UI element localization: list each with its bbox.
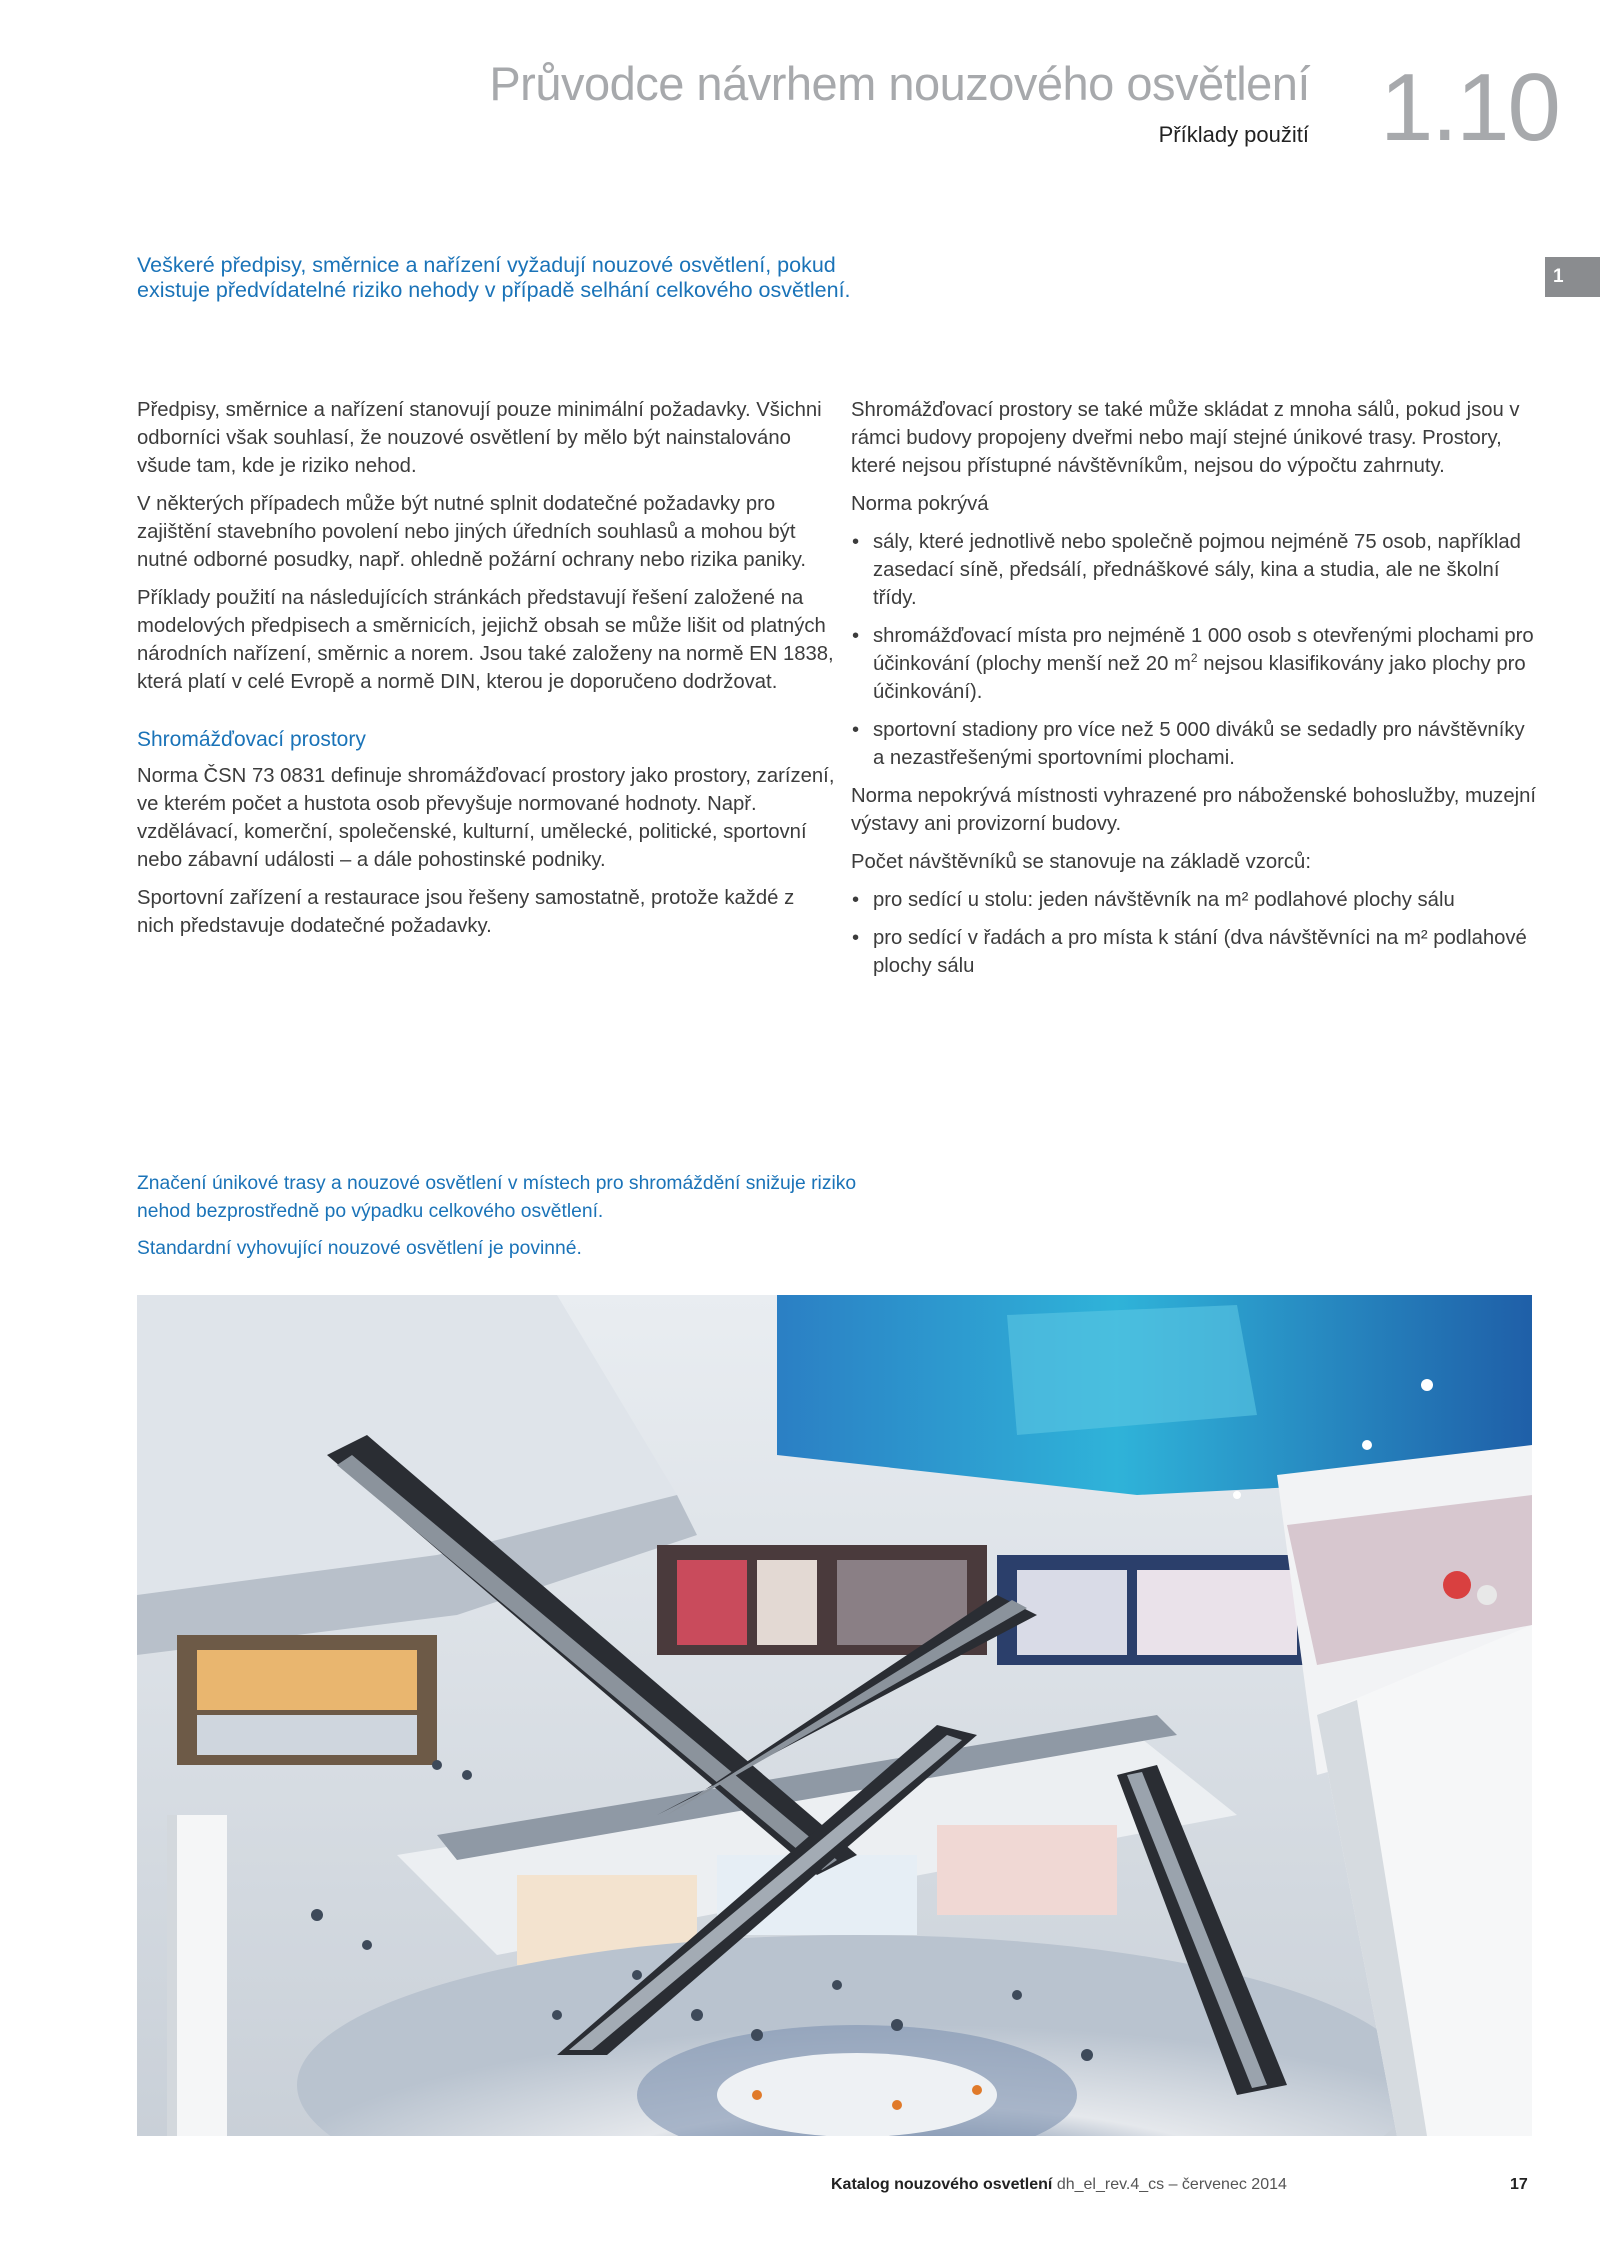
list-item-text: pro sedící v řadách a pro místa k stání (dva návštěvníci na m² podlahové plochy sálu (873, 927, 1527, 977)
document-title: Průvodce návrhem nouzového osvětlení (489, 57, 1310, 110)
list-item (851, 886, 1541, 914)
footer-catalog: Katalog nouzového osvetlení (831, 2176, 1053, 2193)
chapter-tab: 1 (1545, 257, 1600, 297)
superscript: 2 (1190, 651, 1198, 666)
list-item-text: pro sedící u stolu: jeden návštěvník na m² podlahové plochy sálu (873, 889, 1455, 911)
bullet-icon: • (852, 889, 860, 911)
formula-list (851, 886, 1541, 980)
mall-atrium-photo (137, 1295, 1532, 2136)
left-paragraph-1: Předpisy, směrnice a nařízení stanovují pouze minimální požadavky. Všichni odborníci však souhlasí, že nouzové osvětlení by mělo být nainstalováno všude tam, kde je riziko nehod. (137, 399, 822, 477)
left-paragraph-2: V některých případech může být nutné splnit dodatečné požadavky pro zajištění stavebního povolení nebo jiných úředních souhlasů a mohou být nutné odborné posudky, např. ohledně požární ochrany nebo rizika paniky. (137, 493, 806, 571)
list-item (851, 716, 1541, 772)
right-paragraph-1: Shromážďovací prostory se také může skládat z mnoha sálů, pokud jsou v rámci budovy propojeny dveřmi nebo mají stejné únikové trasy. Prostory, které nejsou přístupné návštěvníkům, nejsou do výpočtu zahrnuty. (851, 399, 1520, 477)
section-heading: Shromážďovací prostory (137, 728, 366, 751)
list-item-text: nejsou klasifikovány jako plochy pro účinkování). (873, 653, 1526, 703)
bullet-icon: • (852, 719, 860, 741)
left-paragraph-3: Příklady použití na následujících stránkách představují řešení založené na modelových předpisech a směrnicích, jejichž obsah se může lišit od platných národních nařízení, směrnic a norem. Jsou také založeny na normě EN 1838, která platí v celé Evropě a normě DIN, kterou je doporučeno dodržovat. (137, 587, 834, 693)
list-item (851, 924, 1541, 980)
bullet-icon: • (852, 625, 860, 647)
footer-meta: dh_el_rev.4_cs – červenec 2014 (1056, 2176, 1287, 2193)
intro-paragraph: Veškeré předpisy, směrnice a nařízení vyžadují nouzové osvětlení, pokud existuje předvídatelné riziko nehody v případě selhání celkového osvětlení. (137, 253, 851, 302)
bullet-icon: • (852, 927, 860, 949)
bullet-icon: • (852, 531, 860, 553)
list-item-text: sály, které jednotlivě nebo společně pojmou nejméně 75 osob, například zasedací síně, předsálí, přednáškové sály, kina a studia, ale ne školní třídy. (873, 531, 1521, 609)
image-caption (137, 1170, 897, 1272)
list-item (851, 622, 1541, 706)
coverage-list (851, 528, 1541, 772)
right-paragraph-4: Počet návštěvníků se stanovuje na základě vzorců: (851, 851, 1311, 873)
right-paragraph-3: Norma nepokrývá místnosti vyhrazené pro náboženské bohoslužby, muzejní výstavy ani provizorní budovy. (851, 785, 1537, 835)
caption-line-2: Standardní vyhovující nouzové osvětlení je povinné. (137, 1238, 582, 1259)
list-item-text: sportovní stadiony pro více než 5 000 diváků se sedadly pro návštěvníky a nezastřešenými sportovními plochami. (873, 719, 1525, 769)
right-paragraph-2: Norma pokrývá (851, 493, 989, 515)
left-paragraph-4: Norma ČSN 73 0831 definuje shromážďovací prostory jako prostory, zarízení, ve kterém počet a hustota osob převyšuje normované hodnoty. Např. vzdělávací, komerční, společenské, kulturní, umělecké, politické, sportovní nebo zábavní události – a dále pohostinské podniky. (137, 765, 835, 871)
chapter-number: 1.10 (1380, 54, 1559, 161)
list-item-text: shromážďovací místa pro nejméně 1 000 osob s otevřenými plochami pro účinkování (plochy menší než 20 m (873, 625, 1534, 675)
document-subtitle: Příklady použití (1158, 122, 1309, 147)
list-item (851, 528, 1541, 612)
mall-atrium-illustration (137, 1295, 1532, 2136)
caption-line-1: Značení únikové trasy a nouzové osvětlení v místech pro shromáždění snižuje riziko nehod bezprostředně po výpadku celkového osvětlení. (137, 1173, 857, 1222)
left-column (137, 396, 837, 950)
right-column (851, 396, 1541, 990)
page-number: 17 (1510, 2176, 1528, 2193)
footer (831, 2177, 1287, 2193)
left-paragraph-5: Sportovní zařízení a restaurace jsou řešeny samostatně, protože každé z nich představuje dodatečné požadavky. (137, 887, 795, 937)
